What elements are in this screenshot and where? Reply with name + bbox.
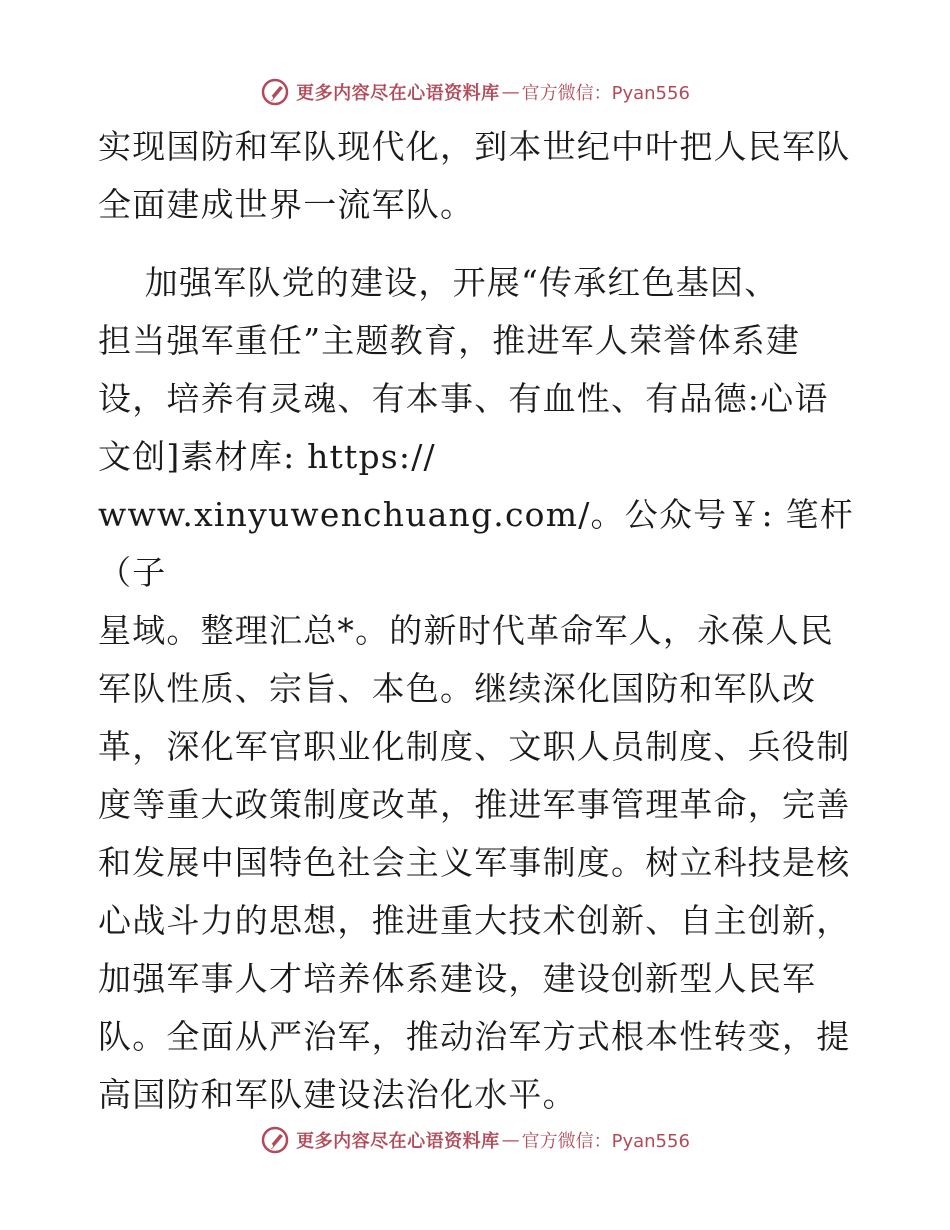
document-body xyxy=(98,118,858,1124)
paragraph-2: 加强军队党的建设，开展“传承红色基因、 担当强军重任”主题教育，推进军人荣誉体系建 设，培养有灵魂、有本事、有血性、有品德:心语 文创]素材库: https:// www.xinyuwenchuang.com/。公众号￥: 笔杆（子 星域。整理汇总*。的新时代革命军人，永葆人民 军队性质、宗旨、本色。继续深化国防和军队改 革，深化军官职业化制度、文职人员制度、兵役制 度等重大政策制度改革，推进军事管理革命，完善 和发展中国特色社会主义军事制度。树立科技是核 心战斗力的思想，推进重大技术创新、自主创新， 加强军事人才培养体系建设，建设创新型人民军 队。全面从严治军，推动治军方式根本性转变，提 高国防和军队建设法治化水平。 xyxy=(98,263,854,1114)
footer-contact: 官方微信：Pyan556 xyxy=(521,1131,690,1152)
header-contact: 官方微信：Pyan556 xyxy=(521,83,690,104)
paragraph-1: 实现国防和军队现代化，到本世纪中叶把人民军队 全面建成世界一流军队。 xyxy=(98,127,851,224)
header-dash: — xyxy=(501,81,520,103)
quill-logo-icon xyxy=(260,77,290,107)
footer-watermark xyxy=(0,1120,950,1160)
quill-logo-icon xyxy=(260,1125,290,1155)
header-watermark xyxy=(0,72,950,112)
footer-dash: — xyxy=(501,1129,520,1151)
footer-slogan: 更多内容尽在心语资料库 xyxy=(296,1131,500,1152)
header-slogan: 更多内容尽在心语资料库 xyxy=(296,83,500,104)
